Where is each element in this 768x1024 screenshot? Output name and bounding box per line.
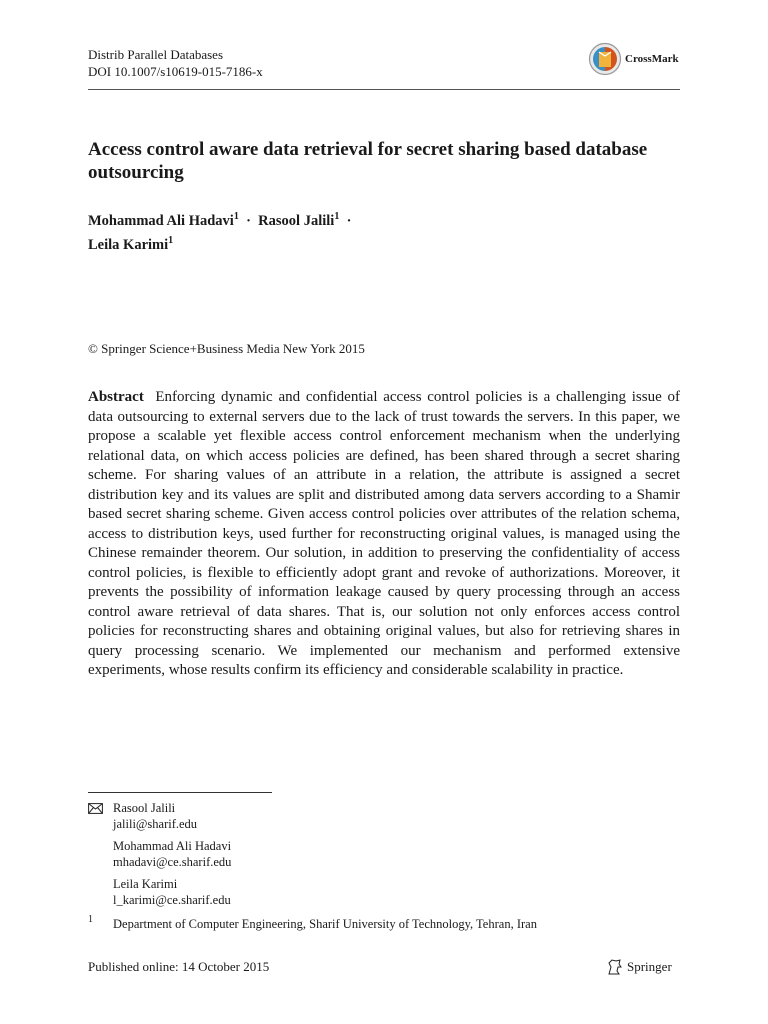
author-list [88, 207, 688, 255]
journal-header [88, 46, 263, 80]
copyright-notice: © Springer Science+Business Media New York 2015 [88, 341, 365, 356]
crossmark-label: CrossMark [625, 53, 679, 65]
publisher-logo [606, 958, 672, 976]
author-affiliation-mark: 1 [233, 211, 239, 222]
envelope-icon [88, 803, 103, 814]
abstract [88, 388, 680, 681]
contact-email[interactable]: mhadavi@ce.sharif.edu [113, 855, 232, 869]
journal-name: Distrib Parallel Databases [88, 47, 224, 62]
publisher-name: Springer [627, 959, 672, 974]
contact-name: Leila Karimi [113, 877, 178, 891]
author-affiliation-mark: 1 [334, 211, 340, 222]
crossmark-icon [588, 42, 622, 76]
author-separator: · [346, 212, 352, 229]
contact-list [88, 800, 231, 914]
contact-entry [88, 800, 231, 832]
contact-name: Mohammad Ali Hadavi [113, 839, 232, 853]
author-name[interactable]: Mohammad Ali Hadavi [88, 212, 234, 229]
affiliation-footnote [88, 916, 537, 932]
abstract-text: Enforcing dynamic and confidential access control policies is a challenging issue of data outsourcing to external servers due to the lack of trust towards the servers. In this paper, we propose a scalable yet flexible access control enforcement mechanism when the underlying relational data, on which access policies are defined, has been shared through a secret sharing scheme. For sharing values of an attribute in a relation, the attribute is assigned a secret distribution key and its values are split and distributed among data servers according to a Shamir based secret sharing scheme. Given access control policies over attributes of the relation schema, access to distribution keys, used further for reconstructing original values, is managed using the Chinese remainder theorem. Our solution, in addition to preserving the confidentiality of access control policies, is flexible to efficiently adopt grant and revoke of authorizations. Moreover, it prevents the possibility of information leakage caused by query processing through an access control aware retrieval of data shares. That is, our solution not only enforces access control policies for reconstructing shares and obtaining original values, but also for retrieving shares in query processing scenario. We implemented our mechanism and performed extensive experiments, whose results confirm its efficiency and considerable scalability in practice. [88, 389, 681, 678]
springer-horse-icon [606, 958, 624, 976]
doi[interactable]: DOI 10.1007/s10619-015-7186-x [88, 64, 263, 79]
affiliation-text: Department of Computer Engineering, Sharif University of Technology, Tehran, Iran [113, 917, 537, 931]
author-separator: · [246, 212, 251, 229]
published-date: Published online: 14 October 2015 [88, 959, 270, 974]
author-affiliation-mark: 1 [168, 234, 174, 246]
crossmark-badge[interactable] [588, 42, 679, 76]
abstract-heading: Abstract [88, 389, 144, 405]
contact-entry [88, 876, 231, 908]
contact-entry [88, 838, 231, 870]
contact-email[interactable]: jalili@sharif.edu [113, 817, 198, 831]
author-name[interactable]: Leila Karimi [88, 236, 169, 253]
contact-name: Rasool Jalili [113, 801, 176, 815]
affiliation-mark: 1 [88, 914, 93, 925]
header-divider [88, 89, 680, 90]
footnote-divider [88, 792, 272, 793]
author-name[interactable]: Rasool Jalili [258, 212, 335, 229]
contact-email[interactable]: l_karimi@ce.sharif.edu [113, 893, 231, 907]
paper-title: Access control aware data retrieval for secret sharing based database outsourcing [88, 139, 648, 183]
